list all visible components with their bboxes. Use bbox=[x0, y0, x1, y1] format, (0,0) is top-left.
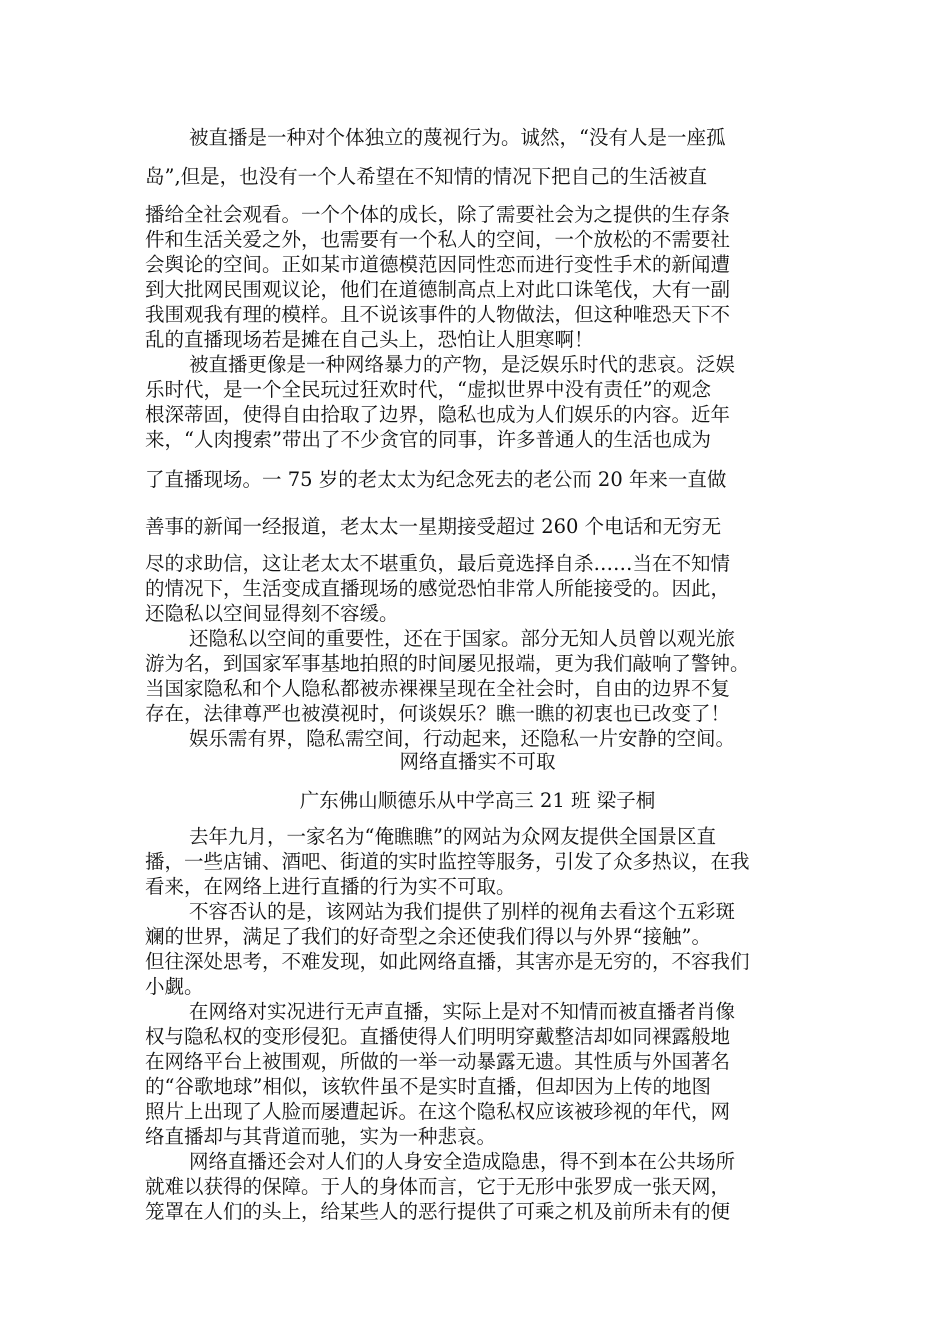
text-line: 被直播是一种对个体独立的蔑视行为。诚然，“没有人是一座孤 bbox=[189, 126, 726, 149]
text-line: 游为名，到国家军事基地拍照的时间屡见报端，更为我们敲响了警钟。 bbox=[145, 652, 750, 675]
text-line: 斓的世界，满足了我们的好奇型之余还使我们得以与外界“接触”。 bbox=[145, 925, 711, 948]
text-line: 的“谷歌地球”相似，该软件虽不是实时直播，但却因为上传的地图 bbox=[145, 1075, 711, 1098]
essay-title: 网络直播实不可取 bbox=[399, 750, 556, 773]
text-line: 到大批网民围观议论，他们在道德制高点上对此口诛笔伐，大有一副 bbox=[145, 278, 731, 301]
text-line: 娱乐需有界，隐私需空间，行动起来，还隐私一片安静的空间。 bbox=[189, 727, 736, 750]
essay-author: 广东佛山顺德乐从中学高三 21 班 梁子桐 bbox=[299, 789, 656, 812]
text-line: 权与隐私权的变形侵犯。直播使得人们明明穿戴整洁却如同裸露般地 bbox=[145, 1025, 731, 1048]
text-line: 善事的新闻一经报道，老太太一星期接受超过 260 个电话和无穷无 bbox=[145, 515, 722, 538]
text-line: 小觑。 bbox=[145, 975, 204, 998]
text-line: 来，“人肉搜索”带出了不少贪官的同事，许多普通人的生活也成为 bbox=[145, 428, 711, 451]
text-line: 网络直播还会对人们的人身安全造成隐患，得不到本在公共场所 bbox=[189, 1150, 736, 1173]
text-line: 尽的求助信，这让老太太不堪重负，最后竟选择自杀……当在不知情 bbox=[145, 552, 731, 575]
text-line: 播，一些店铺、酒吧、街道的实时监控等服务，引发了众多热议，在我 bbox=[145, 850, 750, 873]
text-line: 还隐私以空间的重要性，还在于国家。部分无知人员曾以观光旅 bbox=[189, 627, 736, 650]
text-line: 照片上出现了人脸而屡遭起诉。在这个隐私权应该被珍视的年代，网 bbox=[145, 1100, 731, 1123]
text-line: 被直播更像是一种网络暴力的产物，是泛娱乐时代的悲哀。泛娱 bbox=[189, 353, 736, 376]
text-line: 了直播现场。一 75 岁的老太太为纪念死去的老公而 20 年来一直做 bbox=[145, 468, 727, 491]
text-line: 还隐私以空间显得刻不容缓。 bbox=[145, 602, 399, 625]
text-line: 的情况下，生活变成直播现场的感觉恐怕非常人所能接受的。因此， bbox=[145, 577, 731, 600]
text-line: 去年九月，一家名为“俺瞧瞧”的网站为众网友提供全国景区直 bbox=[189, 825, 716, 848]
text-line: 笼罩在人们的头上，给某些人的恶行提供了可乘之机及前所未有的便 bbox=[145, 1200, 731, 1223]
text-line: 当国家隐私和个人隐私都被赤裸裸呈现在全社会时，自由的边界不复 bbox=[145, 677, 731, 700]
text-line: 岛”,但是，也没有一个人希望在不知情的情况下把自己的生活被直 bbox=[145, 165, 708, 188]
text-line: 我围观我有理的模样。且不说该事件的人物做法，但这种唯恐天下不 bbox=[145, 303, 731, 326]
text-line: 在网络对实况进行无声直播，实际上是对不知情而被直播者肖像 bbox=[189, 1000, 736, 1023]
text-line: 不容否认的是，该网站为我们提供了别样的视角去看这个五彩斑 bbox=[189, 900, 736, 923]
text-line: 就难以获得的保障。于人的身体而言，它于无形中张罗成一张天网， bbox=[145, 1175, 731, 1198]
text-line: 络直播却与其背道而驰，实为一种悲哀。 bbox=[145, 1125, 497, 1148]
text-line: 乐时代，是一个全民玩过狂欢时代，“虚拟世界中没有责任”的观念 bbox=[145, 378, 711, 401]
text-line: 存在，法律尊严也被漠视时，何谈娱乐？瞧一瞧的初衷也已改变了！ bbox=[145, 702, 731, 725]
text-line: 在网络平台上被围观，所做的一举一动暴露无遗。其性质与外国著名 bbox=[145, 1050, 731, 1073]
text-line: 但往深处思考，不难发现，如此网络直播，其害亦是无穷的，不容我们 bbox=[145, 950, 750, 973]
text-line: 件和生活关爱之外，也需要有一个私人的空间，一个放松的不需要社 bbox=[145, 228, 731, 251]
text-line: 播给全社会观看。一个个体的成长，除了需要社会为之提供的生存条 bbox=[145, 203, 731, 226]
text-line: 根深蒂固，使得自由拾取了边界，隐私也成为人们娱乐的内容。近年 bbox=[145, 403, 731, 426]
text-line: 会舆论的空间。正如某市道德模范因同性恋而进行变性手术的新闻遭 bbox=[145, 253, 731, 276]
text-line: 看来，在网络上进行直播的行为实不可取。 bbox=[145, 875, 516, 898]
text-line: 乱的直播现场若是摊在自己头上，恐怕让人胆寒啊！ bbox=[145, 328, 594, 351]
